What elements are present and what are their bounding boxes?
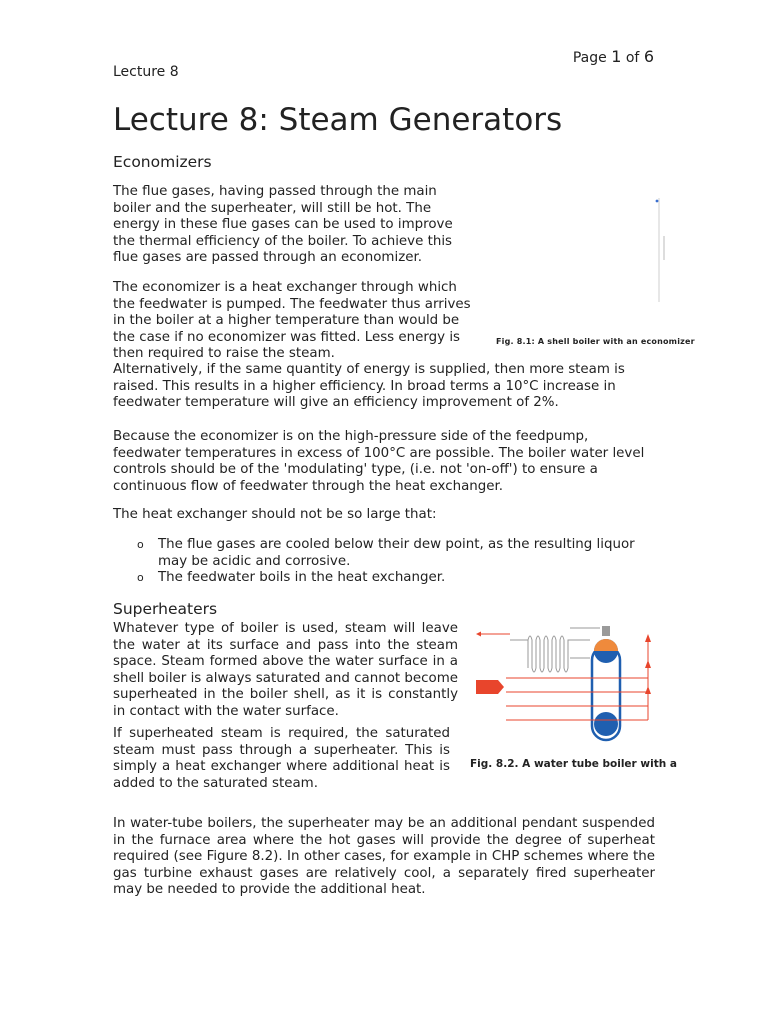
economizer-paragraph-4: The heat exchanger should not be so large that: bbox=[113, 507, 437, 522]
arrow-head bbox=[645, 660, 651, 668]
figure-8-1-image bbox=[652, 196, 666, 304]
superheater-paragraph-3: In water-tube boilers, the superheater may be an additional pendant suspended in the furnace area where the hot gases will provide the degree of superheat required (see Figure 8.2). In other cases, for example in CHP schemes where the gas turbine exhaust gases are relatively cool, a separately fired superheater may be needed to provide the additional heat. bbox=[113, 816, 655, 897]
arrow-head bbox=[645, 634, 651, 642]
arrow-head bbox=[645, 686, 651, 694]
page-title: Lecture 8: Steam Generators bbox=[113, 102, 563, 138]
list-item: o The flue gases are cooled below their dew point, as the resulting liquor may be acidic and corrosive. bbox=[113, 537, 658, 570]
superheater-coil bbox=[510, 636, 590, 672]
economizer-paragraph-1: The flue gases, having passed through the main boiler and the superheater, will still be hot. The energy in these flue gases can be used to improve the thermal efficiency of the boiler. To achieve this flue gases are passed through an economizer. bbox=[113, 184, 453, 265]
economizer-bullet-list bbox=[113, 537, 658, 587]
valve-icon bbox=[602, 626, 610, 636]
list-item: o The feedwater boils in the heat exchanger. bbox=[113, 570, 658, 587]
figure-8-2-caption: Fig. 8.2. A water tube boiler with a bbox=[470, 758, 677, 770]
superheater-paragraph-1: Whatever type of boiler is used, steam will leave the water at its surface and pass into the steam space. Steam formed above the water surface in a shell boiler is always saturated and cannot become superheated in the boiler shell, as it is constantly in contact with the water surface. bbox=[113, 621, 458, 719]
flame-tip bbox=[498, 680, 504, 694]
figure-dot bbox=[656, 200, 659, 203]
economizer-paragraph-2a: The economizer is a heat exchanger through which the feedwater is pumped. The feedwater thus arrives in the boiler at a higher temperature than would be the case if no economizer was fitted. Less energy is then required to raise the steam. bbox=[113, 280, 471, 361]
superheater-paragraph-2: If superheated steam is required, the saturated steam must pass through a superheater. This is simply a heat exchanger where additional heat is added to the saturated steam. bbox=[113, 726, 450, 791]
economizer-paragraph-2b: Alternatively, if the same quantity of energy is supplied, then more steam is raised. This results in a higher efficiency. In broad terms a 10°C increase in feedwater temperature will give an efficiency improvement of 2%. bbox=[113, 362, 625, 410]
figure-8-2-image bbox=[470, 620, 660, 745]
economizer-paragraph-3: Because the economizer is on the high-pressure side of the feedpump, feedwater temperatures in excess of 100°C are possible. The boiler water level controls should be of the 'modulating' type, (i.e. not 'on-off') to ensure a continuous flow of feedwater through the heat exchanger. bbox=[113, 429, 645, 494]
figure-8-1-caption: Fig. 8.1: A shell boiler with an economizer bbox=[496, 337, 695, 346]
section-heading-superheaters: Superheaters bbox=[113, 600, 218, 618]
running-header: Lecture 8 bbox=[113, 64, 179, 80]
page-number: Page 1 of 6 bbox=[572, 47, 654, 66]
water-drum-icon bbox=[594, 712, 618, 736]
water-tube-boiler-diagram bbox=[470, 620, 660, 745]
arrow-head bbox=[476, 632, 481, 637]
steam-drum-top bbox=[594, 639, 618, 651]
section-heading-economizers: Economizers bbox=[113, 153, 212, 171]
burner-flame bbox=[476, 680, 498, 694]
shell-boiler-figure bbox=[652, 196, 666, 304]
